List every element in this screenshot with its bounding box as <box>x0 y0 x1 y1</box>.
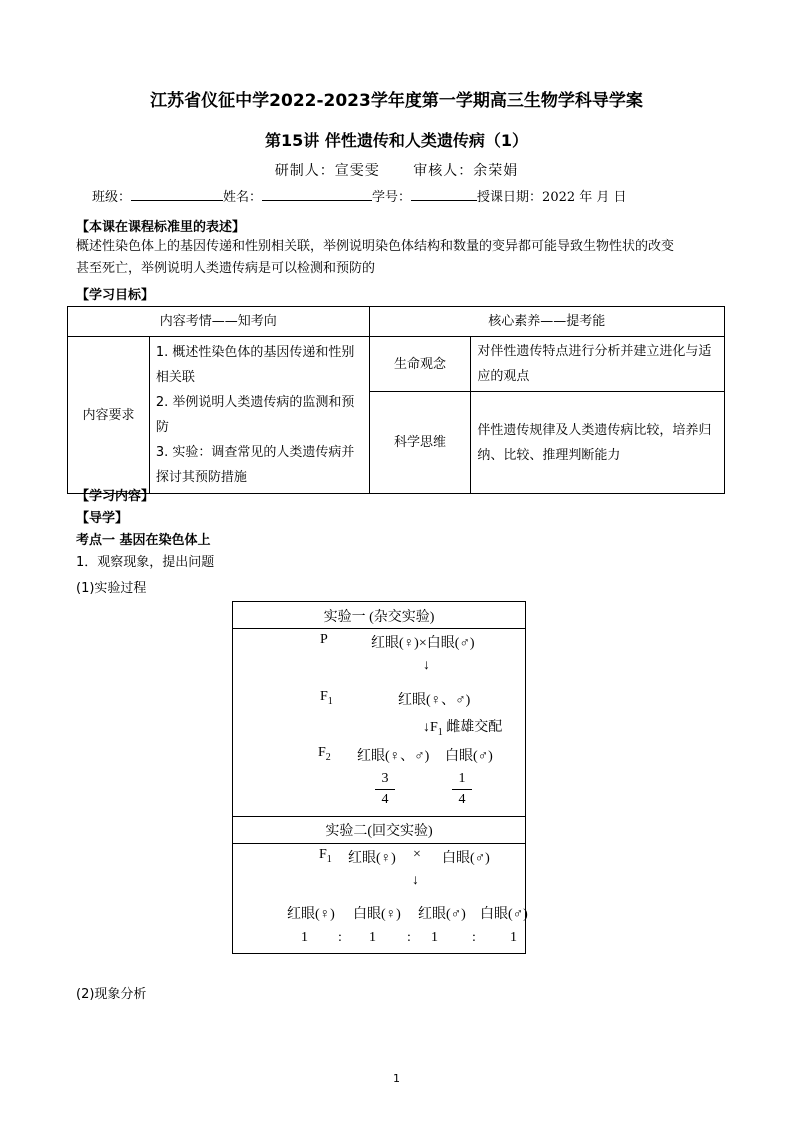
point1-heading: 考点一 基因在染色体上 <box>76 533 211 548</box>
goals-col1-header: 内容考情——知考向 <box>68 307 370 337</box>
document-title: 江苏省仪征中学2022-2023学年度第一学期高三生物学科导学案 <box>150 91 643 111</box>
literacy-1-name: 生命观念 <box>369 337 471 392</box>
exp2-title-divider <box>232 843 526 844</box>
result-red-female: 红眼(♀) <box>287 907 335 922</box>
exp2-title: 实验二(回交实验) <box>325 824 433 839</box>
goals-table <box>67 306 725 494</box>
f2-white: 白眼(♂) <box>445 749 493 764</box>
p-label: P <box>320 632 328 647</box>
ratio-4: 1 <box>510 930 517 945</box>
fraction-three-quarters: 3 4 <box>375 771 395 808</box>
step1-text: 1．观察现象，提出问题 <box>76 555 215 570</box>
arrow-down-icon: ↓ <box>423 658 430 673</box>
goals-heading: 【学习目标】 <box>76 288 155 303</box>
id-label: 学号： <box>372 190 412 205</box>
ratio-colon-3: : <box>472 930 476 945</box>
requirement-3: 3. 实验：调查常见的人类遗传病并探讨其预防措施 <box>155 445 355 485</box>
standard-heading: 【本课在课程标准里的表述】 <box>76 220 246 235</box>
ratio-2: 1 <box>369 930 376 945</box>
bc-cross: × <box>413 847 421 862</box>
bc-white: 白眼(♂) <box>442 851 490 866</box>
goals-col2-header: 核心素养——提考能 <box>369 307 724 337</box>
fraction-one-quarter: 1 4 <box>452 771 472 808</box>
p-cross: 红眼(♀)×白眼(♂) <box>371 636 475 651</box>
goals-requirements <box>149 337 369 494</box>
lesson-title: 第15讲 伴性遗传和人类遗传病（1） <box>265 131 528 150</box>
sub1-text: (1)实验过程 <box>76 581 147 596</box>
requirement-2: 2. 举例说明人类遗传病的监测和预防 <box>155 395 355 435</box>
name-label: 姓名： <box>223 190 263 205</box>
guide-heading: 【导学】 <box>76 511 129 526</box>
f1-result: 红眼(♀、♂) <box>398 693 471 708</box>
result-white-male: 白眼(♂) <box>480 907 528 922</box>
ratio-3: 1 <box>431 930 438 945</box>
f2-red: 红眼(♀、♂) <box>357 749 430 764</box>
exp1-title-divider <box>232 628 526 629</box>
arrow-down-icon: ↓ <box>412 873 419 888</box>
date-label: 授课日期：2022 年 月 日 <box>477 190 627 205</box>
content-heading: 【学习内容】 <box>76 489 155 504</box>
bc-red: 红眼(♀) <box>348 851 396 866</box>
ratio-1: 1 <box>301 930 308 945</box>
standard-text-line1: 概述性染色体上的基因传递和性别相关联，举例说明染色体结构和数量的变异都可能导致生物性状的改变 <box>76 239 675 254</box>
page-number: 1 <box>393 1072 400 1085</box>
student-info-line <box>92 186 627 205</box>
result-red-male: 红眼(♂) <box>418 907 466 922</box>
literacy-2-text: 伴性遗传规律及人类遗传病比较，培养归纳、比较、推理判断能力 <box>471 392 725 494</box>
f1-mating: $↓F_1$ 雌雄交配 <box>423 720 503 738</box>
goals-row-label: 内容要求 <box>68 337 150 494</box>
standard-text-line2: 甚至死亡，举例说明人类遗传病是可以检测和预防的 <box>76 261 376 276</box>
class-label: 班级： <box>92 190 132 205</box>
result-white-female: 白眼(♀) <box>353 907 401 922</box>
bc-label: $F_1$ <box>319 847 332 865</box>
f2-label: $F_2$ <box>318 745 331 763</box>
requirement-1: 1. 概述性染色体的基因传递和性别相关联 <box>155 345 355 385</box>
id-blank[interactable] <box>411 187 477 201</box>
authors-line <box>0 160 793 180</box>
arrow-down-icon: ↓ <box>423 720 430 735</box>
name-blank[interactable] <box>262 187 372 201</box>
exp2-top-divider <box>232 816 526 817</box>
exp1-title: 实验一 (杂交实验) <box>323 610 435 625</box>
ratio-colon-1: : <box>338 930 342 945</box>
reviewer: 审核人：余荣娟 <box>413 163 519 179</box>
class-blank[interactable] <box>131 187 223 201</box>
literacy-2-name: 科学思维 <box>369 392 471 494</box>
ratio-colon-2: : <box>407 930 411 945</box>
f1-label: $F_1$ <box>320 689 333 707</box>
sub2-text: (2)现象分析 <box>76 987 147 1002</box>
author: 研制人：宣雯雯 <box>274 163 380 179</box>
literacy-1-text: 对伴性遗传特点进行分析并建立进化与适应的观点 <box>471 337 725 392</box>
